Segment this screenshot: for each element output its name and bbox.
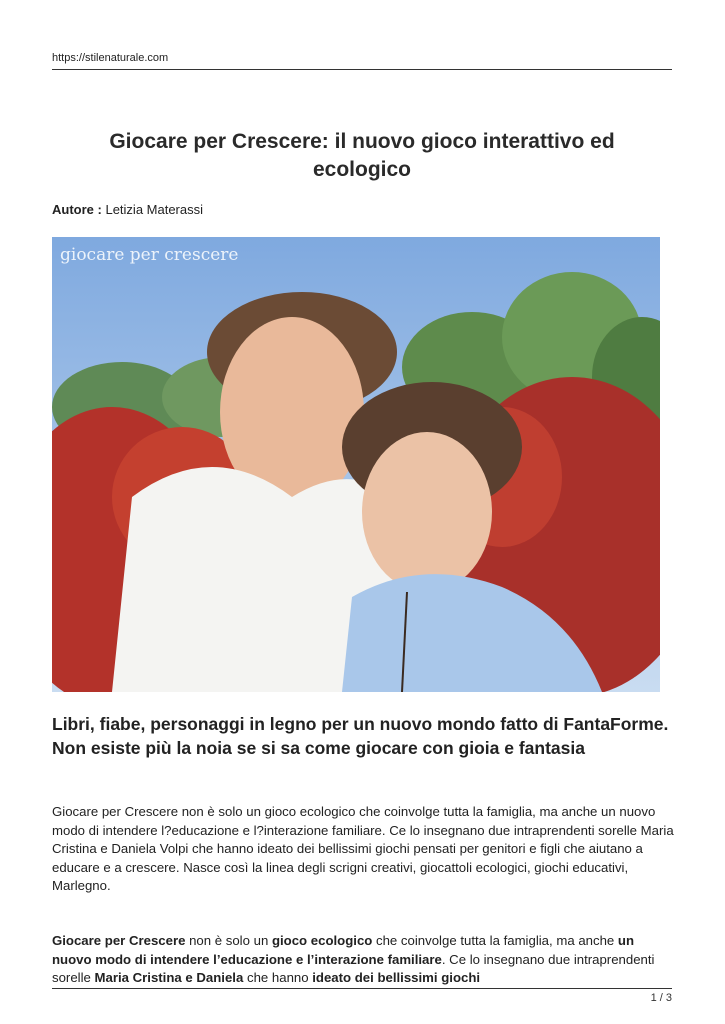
author-line: [52, 202, 203, 217]
text: che hanno: [243, 970, 313, 986]
bold-text: gioco ecologico: [271, 933, 373, 948]
text: che coinvolge tutta la famiglia, ma anche: [372, 933, 618, 948]
article-subtitle: Libri, fiabe, personaggi in legno per un nuovo mondo fatto di FantaForme. Non esiste più la noia se si sa come giocare con gioia e fantasia: [52, 714, 669, 758]
bold-text: ideato dei bellissimi giochi: [312, 970, 481, 986]
site-url[interactable]: https://stilenaturale.com: [52, 52, 169, 64]
bold-text: un nuovo modo di intendere l’educazione e l’interazione familiare: [52, 933, 635, 967]
page-number: 1 / 3: [650, 992, 672, 1004]
body-paragraph-1: Giocare per Crescere non è solo un gioco ecologico che coinvolge tutta la famiglia, ma anche un nuovo modo di intendere l?educazione e l?interazione familiare. Ce lo insegnano due intraprendenti sorelle Maria Cristina e Daniela Volpi che hanno ideato dei bellissimi giochi pensati per genitori e figli che aiutano a educare e a crescere. Nasce così la linea degli scrigni creativi, giocattoli ecologici, giochi educativi, Marlegno.: [52, 804, 674, 894]
author-label: Autore :: [52, 202, 102, 217]
footer-divider: [52, 988, 672, 989]
article-title: Giocare per Crescere: il nuovo gioco interattivo ed ecologico: [109, 130, 615, 181]
photo-caption: giocare per crescere: [60, 245, 239, 265]
author-name: Letizia Materassi: [105, 202, 204, 217]
text: . Ce lo insegnano due intraprendenti sorelle: [52, 951, 655, 986]
text: non è solo un: [185, 933, 272, 948]
bold-text: Maria Cristina e Daniela: [94, 970, 244, 986]
bold-text: Giocare per Crescere: [52, 933, 186, 948]
body-paragraph-2: [52, 932, 677, 988]
photo-illustration: [52, 237, 660, 692]
article-photo: [52, 237, 660, 692]
header-divider: [52, 69, 672, 70]
